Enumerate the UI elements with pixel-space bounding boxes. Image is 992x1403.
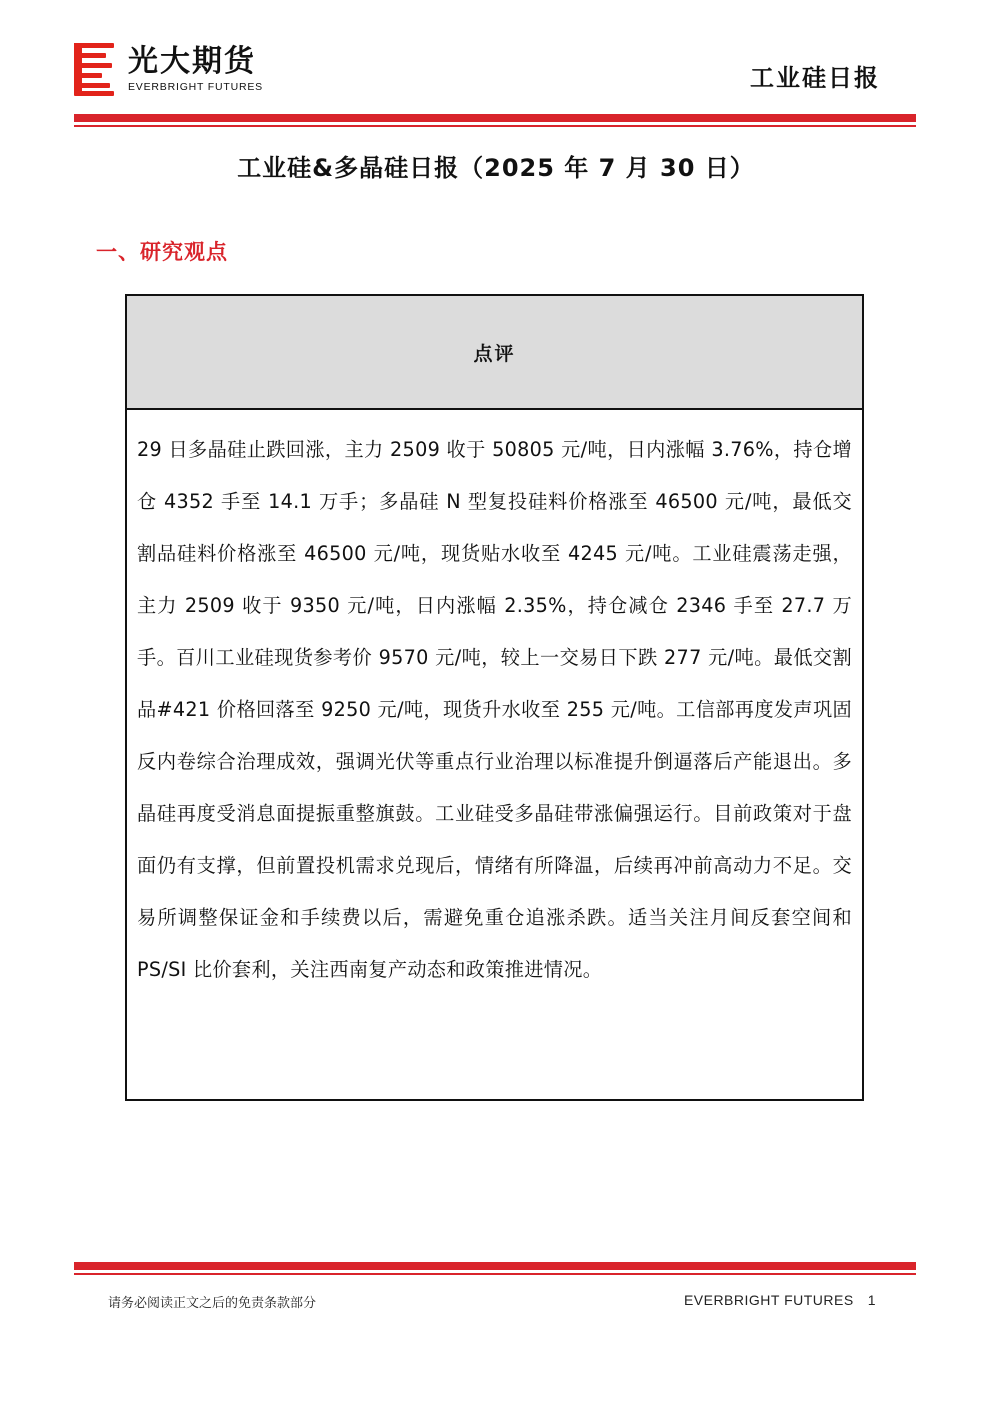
commentary-table — [125, 294, 864, 1101]
table-header — [127, 296, 862, 410]
company-logo — [74, 40, 263, 98]
report-type-title: 工业硅日报 — [750, 64, 880, 92]
footer-divider-thin — [74, 1273, 916, 1275]
document-title: 工业硅&多晶硅日报（2025 年 7 月 30 日） — [237, 154, 755, 182]
footer-brand: EVERBRIGHT FUTURES — [683, 1292, 854, 1308]
logo-chinese-name: 光大期货 — [128, 44, 256, 79]
footer-brand-block — [684, 1292, 876, 1308]
table-header-label: 点评 — [473, 342, 516, 365]
section-heading: 一、研究观点 — [96, 240, 228, 264]
logo-english-name: EVERBRIGHT FUTURES — [128, 81, 263, 93]
footer-disclaimer: 请务必阅读正文之后的免责条款部分 — [108, 1296, 317, 1311]
header-divider-thin — [74, 125, 916, 127]
page-number: 1 — [867, 1292, 876, 1308]
logo-mark-icon — [74, 41, 118, 97]
footer-divider-thick — [74, 1262, 916, 1270]
table-body-text: 29 日多晶硅止跌回涨，主力 2509 收于 50805 元/吨，日内涨幅 3.76%，持仓增仓 4352 手至 14.1 万手；多晶硅 N 型复投硅料价格涨至 46500 元/吨，最低交割品硅料价格涨至 46500 元/吨，现货贴水收至 4245 元/吨。工业硅震荡走强，主力 2509 收于 9350 元/吨，日内涨幅 2.35%，持仓减仓 2346 手至 27.7 万手。百川工业硅现货参考价 9570 元/吨，较上一交易日下跌 277 元/吨。最低交割品#421 价格回落至 9250 元/吨，现货升水收至 255 元/吨。工信部再度发声巩固反内卷综合治理成效，强调光伏等重点行业治理以标准提升倒逼落后产能退出。多晶硅再度受消息面提振重整旗鼓。工业硅受多晶硅带涨偏强运行。目前政策对于盘面仍有支撑，但前置投机需求兑现后，情绪有所降温，后续再冲前高动力不足。交易所调整保证金和手续费以后，需避免重仓追涨杀跌。适当关注月间反套空间和 PS/SI 比价套利，关注西南复产动态和政策推进情况。 — [137, 438, 852, 981]
header-divider-thick — [74, 114, 916, 122]
